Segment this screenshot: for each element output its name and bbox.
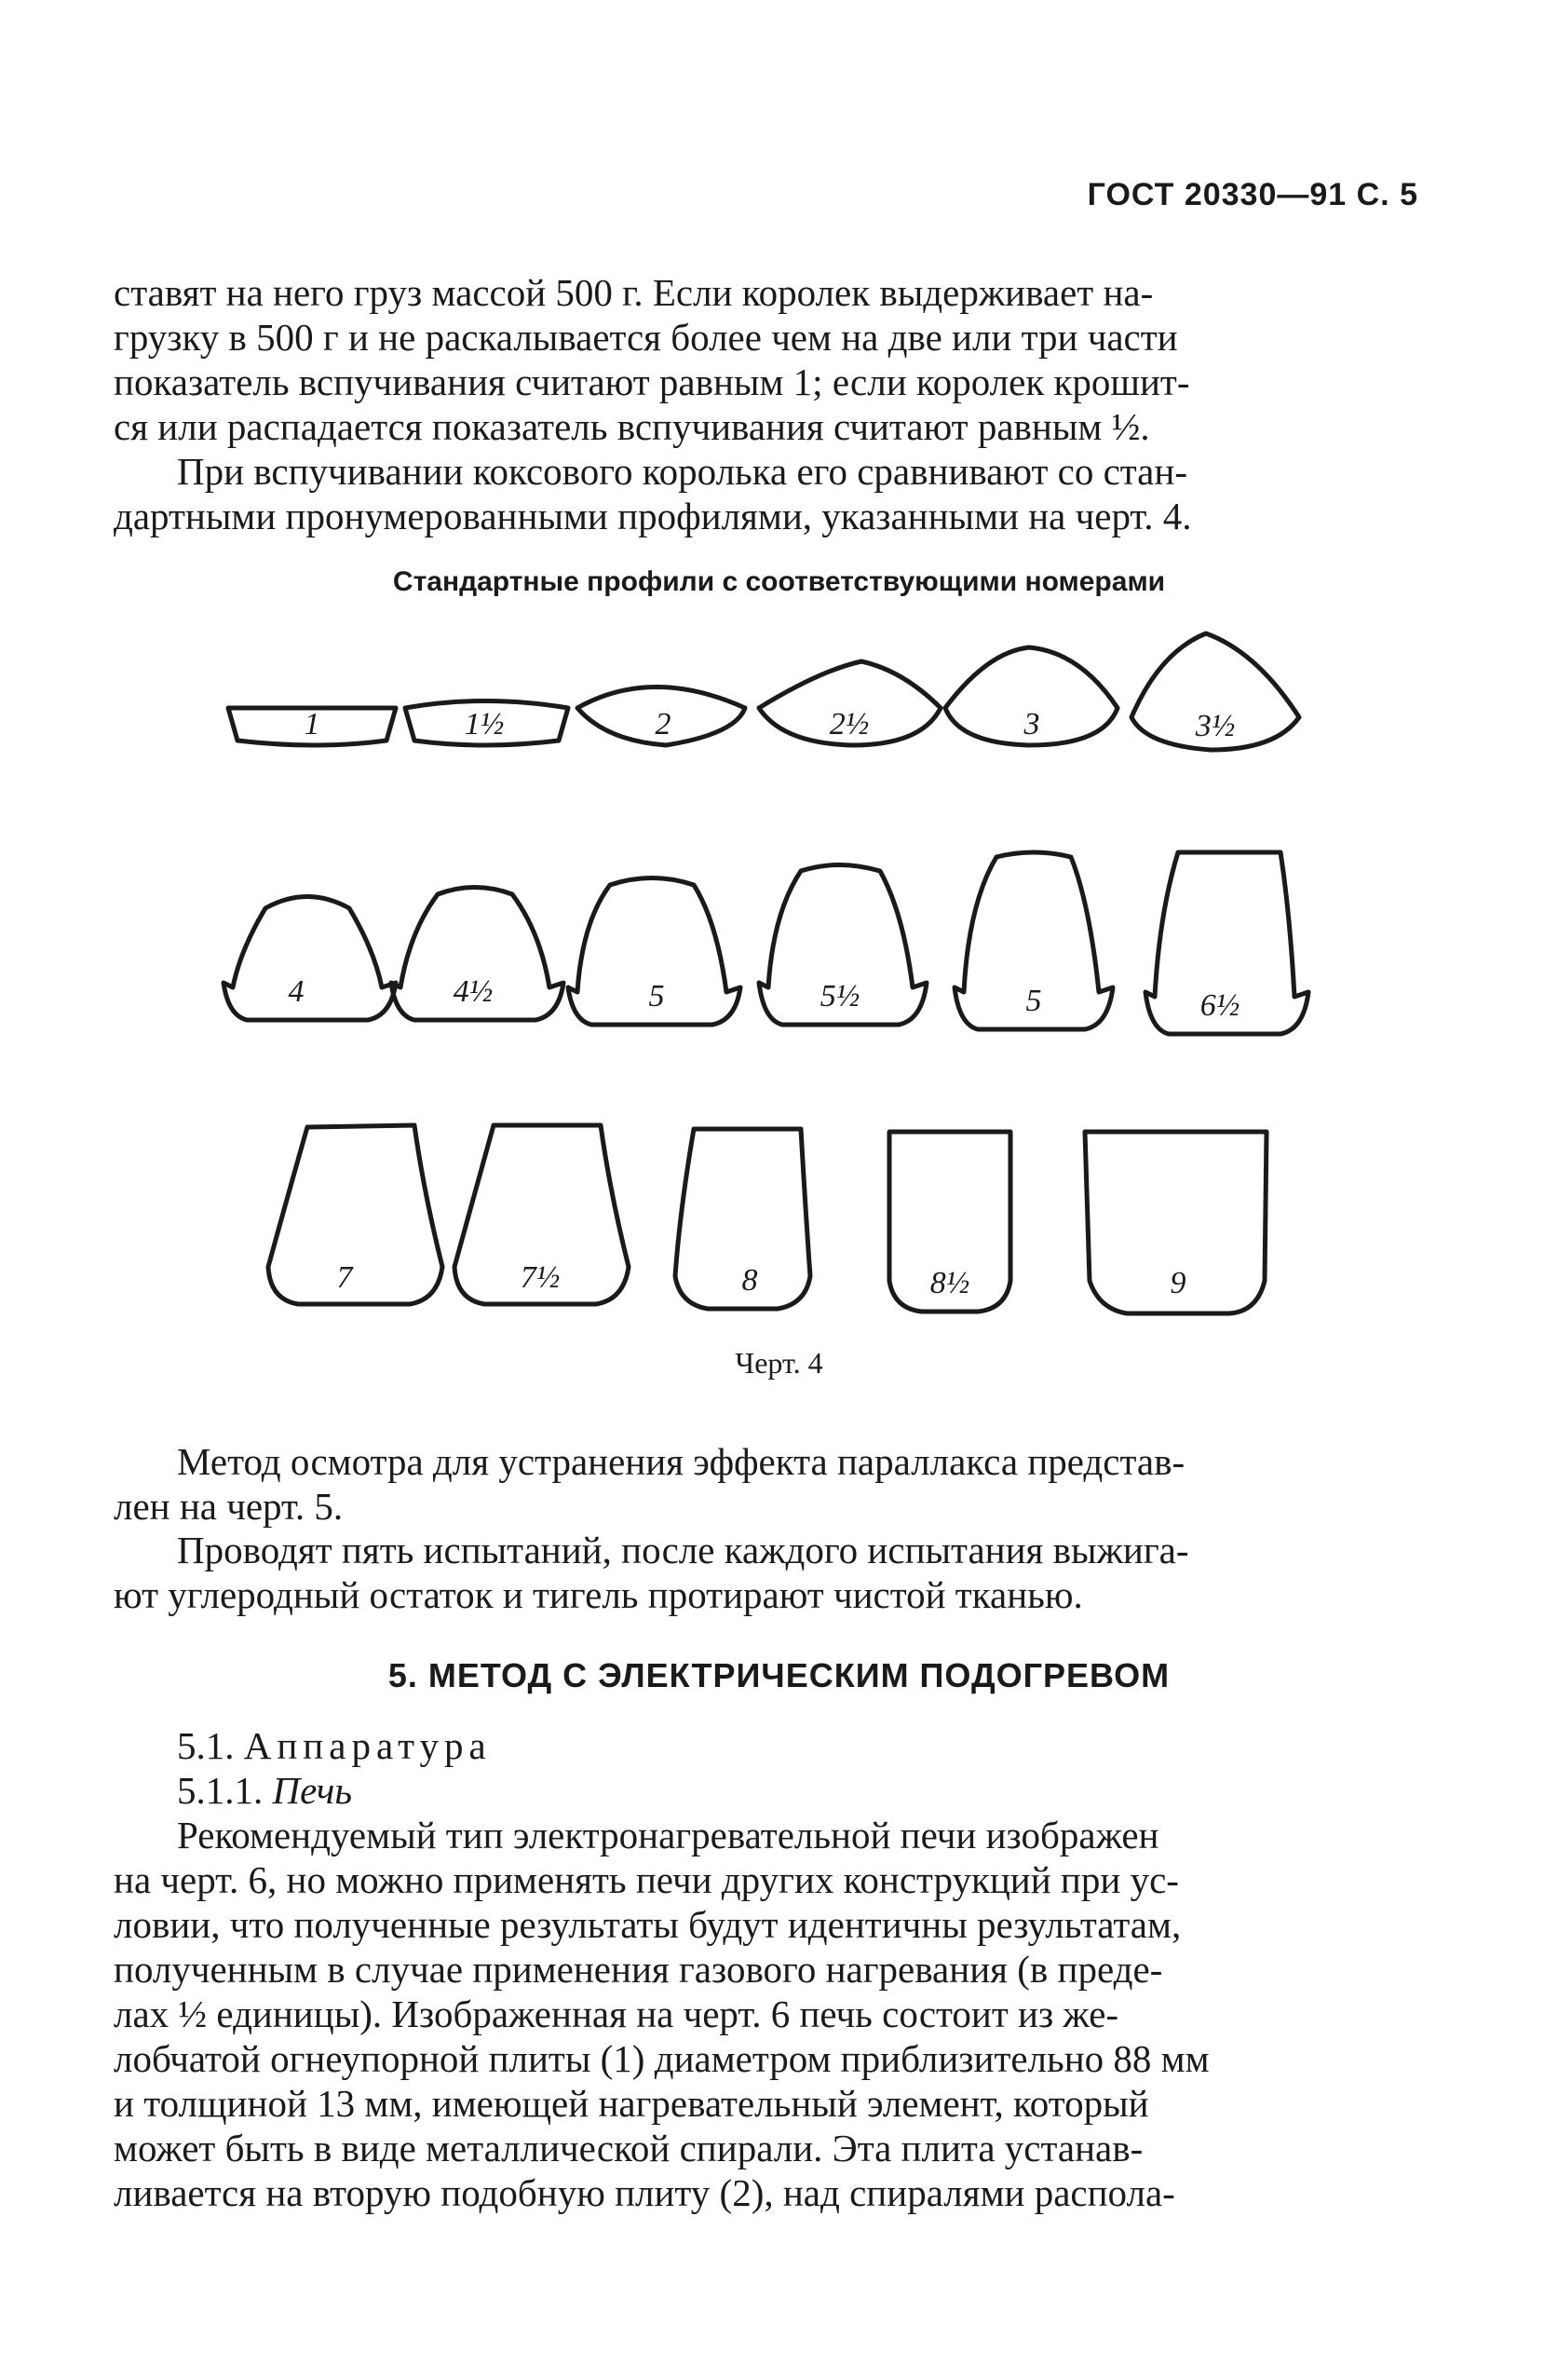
text-line: ют углеродный остаток и тигель протирают чистой тканью. bbox=[114, 1573, 1083, 1616]
profile-label: 3½ bbox=[1195, 709, 1236, 743]
profile-label: 4 bbox=[288, 974, 305, 1009]
text-line: ставят на него груз массой 500 г. Если королек выдерживает на- bbox=[114, 271, 1154, 314]
profiles-figure bbox=[0, 615, 1558, 1341]
text-line: грузку в 500 г и не раскалывается более чем на две или три части bbox=[114, 316, 1178, 359]
subsection-apparatus bbox=[177, 1723, 492, 1768]
subsection-number: 5.1. bbox=[177, 1724, 235, 1767]
profile-label: 4½ bbox=[453, 974, 494, 1009]
text-line: Проводят пять испытаний, после каждого испытания выжига- bbox=[177, 1529, 1189, 1571]
intro-paragraph bbox=[114, 270, 1422, 449]
text-line: показатель вспучивания считают равным 1; если королек крошит- bbox=[114, 360, 1190, 403]
subsection-label: Печь bbox=[272, 1769, 352, 1812]
figure-title: Стандартные профили с соответствующими номерами bbox=[392, 566, 1166, 597]
text-line: дартными пронумерованными профилями, указанными на черт. 4. bbox=[114, 495, 1192, 537]
profile-label: 5 bbox=[648, 979, 665, 1013]
text-line: лобчатой огнеупорной плиты (1) диаметром приблизительно 88 мм bbox=[114, 2037, 1210, 2080]
text-line: ся или распадается показатель вспучивания считают равным ½. bbox=[114, 405, 1150, 448]
text-line: может быть в виде металлической спирали. Эта плита устанав- bbox=[114, 2127, 1144, 2169]
text-line: полученным в случае применения газового нагревания (в преде- bbox=[114, 1948, 1163, 1991]
profile-label: 5 bbox=[1025, 984, 1042, 1018]
section-title: 5. МЕТОД С ЭЛЕКТРИЧЕСКИМ ПОДОГРЕВОМ bbox=[387, 1656, 1171, 1694]
text-line: При вспучивании коксового королька его сравнивают со стан- bbox=[177, 450, 1187, 493]
parallax-paragraph bbox=[114, 1439, 1422, 1529]
text-line: на черт. 6, но можно применять печи других конструкций при ус- bbox=[114, 1858, 1179, 1901]
profile-shape bbox=[224, 897, 396, 1021]
text-line: Метод осмотра для устранения эффекта параллакса представ- bbox=[177, 1440, 1185, 1483]
furnace-paragraph bbox=[114, 1813, 1422, 2215]
profile-label: 8½ bbox=[929, 1266, 970, 1300]
text-line: Рекомендуемый тип электронагревательной печи изображен bbox=[177, 1814, 1159, 1856]
text-line: ловии, что полученные результаты будут идентичны результатам, bbox=[114, 1903, 1182, 1946]
profile-label: 6½ bbox=[1199, 988, 1240, 1023]
text-line: лах ½ единицы). Изображенная на черт. 6 печь состоит из же- bbox=[114, 1992, 1119, 2035]
figure-caption: Черт. 4 bbox=[735, 1346, 823, 1380]
text-line: лен на черт. 5. bbox=[114, 1485, 344, 1528]
profile-label: 9 bbox=[1170, 1266, 1186, 1300]
profile-shape bbox=[268, 1125, 442, 1304]
profile-label: 2½ bbox=[829, 707, 870, 741]
compare-paragraph bbox=[114, 449, 1422, 538]
subsection-label: Аппаратура bbox=[243, 1724, 492, 1767]
profile-label: 1 bbox=[304, 707, 320, 741]
page-header: ГОСТ 20330—91 С. 5 bbox=[1087, 177, 1418, 212]
profile-label: 3 bbox=[1023, 707, 1040, 741]
profile-label: 5½ bbox=[820, 979, 860, 1013]
profile-label: 8 bbox=[741, 1263, 758, 1298]
profile-label: 2 bbox=[655, 707, 671, 741]
profile-label: 1½ bbox=[464, 707, 505, 741]
tests-paragraph bbox=[114, 1528, 1422, 1617]
profile-label: 7 bbox=[336, 1260, 353, 1295]
profile-label: 7½ bbox=[520, 1260, 561, 1295]
subsection-furnace bbox=[177, 1768, 352, 1813]
text-line: ливается на вторую подобную плиту (2), над спиралями распола- bbox=[114, 2171, 1175, 2214]
subsection-number: 5.1.1. bbox=[177, 1769, 264, 1812]
text-line: и толщиной 13 мм, имеющей нагревательный элемент, который bbox=[114, 2082, 1149, 2125]
